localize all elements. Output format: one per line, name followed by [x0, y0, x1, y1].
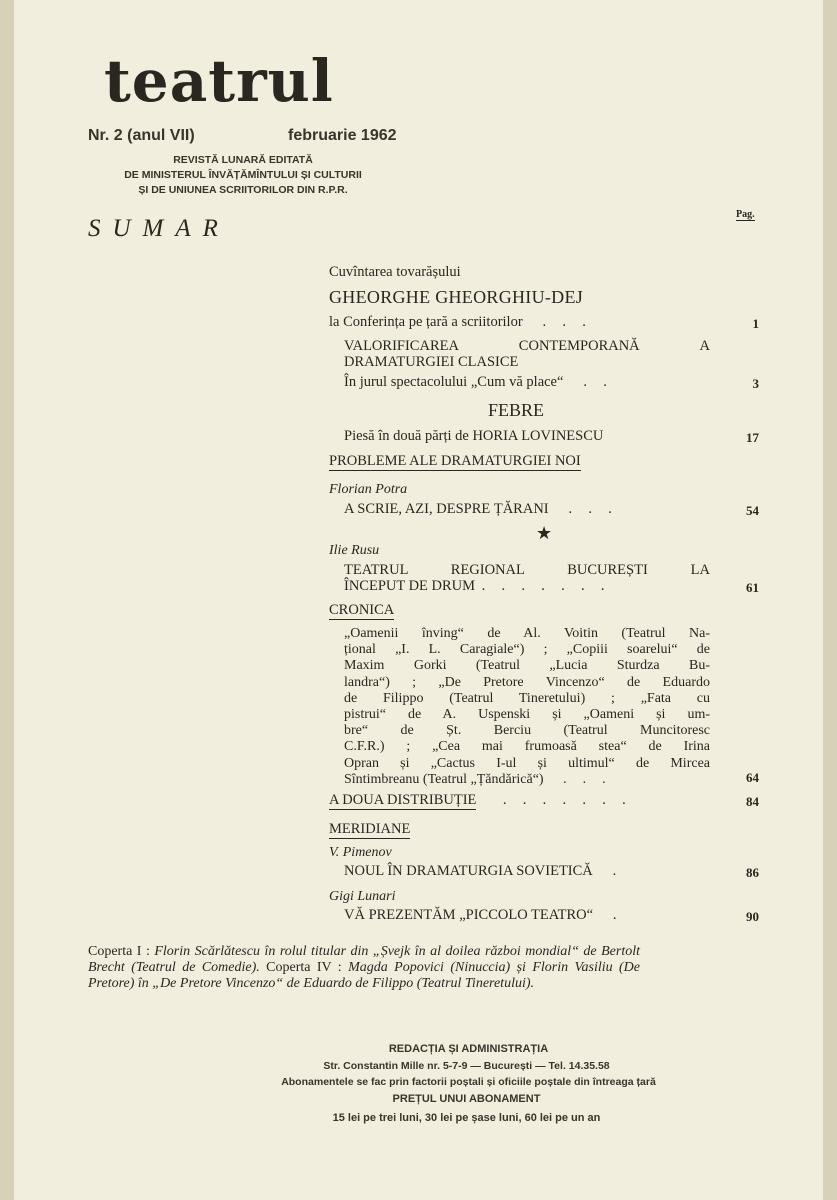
dot-leader: . . . . . . .	[475, 578, 608, 594]
section-heading-meridiane	[329, 821, 410, 838]
toc-title-valorificarea: VALORIFICAREA CONTEMPORANĂ A	[344, 338, 710, 354]
footer-pret-title: PREȚUL UNUI ABONAMENT	[392, 1093, 541, 1105]
page-number: 17	[746, 430, 759, 445]
cronica-line: bre“ de Șt. Berciu (Teatrul Muncitoresc	[344, 723, 710, 739]
section-heading-text: PROBLEME ALE DRAMATURGIEI NOI	[329, 453, 581, 469]
toc-title-febre: FEBRE	[488, 400, 545, 420]
footer-redactia: REDACȚIA ȘI ADMINISTRAȚIA	[388, 1043, 549, 1055]
page-number: 61	[746, 580, 759, 595]
toc-entry-potra[interactable]	[344, 501, 615, 518]
issue-number: Nr. 2 (anul VII)	[88, 127, 195, 144]
dot-leader: . . .	[522, 314, 589, 330]
page-column-label: Pag.	[736, 209, 755, 220]
cover-caption: Florin Scărlătescu în rolul titular din „Șvejk în al doilea război mondial“ de Bertolt Brecht (Teatrul de Comedie).	[88, 944, 640, 975]
cronica-line: Opran și „Cactus I-ul și ultimul“ de Mircea	[344, 755, 710, 771]
cronica-line: „Oamenii înving“ de Al. Voitin (Teatrul Na-	[344, 626, 710, 641]
publisher-info	[88, 153, 398, 198]
toc-entry-febre[interactable]: Piesă în două părți de HORIA LOVINESCU	[344, 428, 604, 444]
page-edge-left	[0, 0, 14, 1200]
toc-speech-intro: Cuvîntarea tovarășului	[329, 264, 461, 280]
masthead-title: teatrul	[104, 47, 334, 115]
page-number: 90	[746, 909, 759, 924]
toc-entry-title: NOUL ÎN DRAMATURGIA SOVIETICĂ	[344, 863, 593, 879]
cronica-line: Maxim Gorki (Teatrul „Lucia Sturdza Bu-	[344, 658, 710, 674]
toc-entry-speech[interactable]	[329, 314, 589, 331]
page-number: 54	[746, 503, 759, 518]
publisher-line: DE MINISTERUL ÎNVĂȚĂMÎNTULUI ȘI CULTURII	[124, 169, 362, 181]
toc-entry-distributie[interactable]	[329, 792, 629, 809]
section-heading-probleme	[329, 453, 581, 470]
cronica-line: de Filippo (Teatrul Tineretului) ; „Fata cu	[344, 690, 710, 706]
author-name: Florian Potra	[329, 482, 408, 497]
page-number: 1	[752, 316, 759, 331]
page-number: 3	[752, 376, 759, 391]
author-name: Ilie Rusu	[329, 543, 380, 558]
toc-speech-name: GHEORGHE GHEORGHIU-DEJ	[329, 287, 584, 307]
author-name: V. Pimenov	[329, 845, 392, 860]
author-name: Gigi Lunari	[329, 889, 396, 904]
toc-entry-title: A SCRIE, AZI, DESPRE ȚĂRANI	[344, 501, 549, 517]
star-separator: ★	[536, 523, 553, 543]
dot-leader: . .	[563, 374, 610, 390]
cronica-line: pistrui“ de A. Uspenski și „Oameni și um-	[344, 707, 710, 723]
page-number: 84	[746, 794, 759, 809]
cronica-line: Sîntimbreanu (Teatrul „Țăndărică“)	[344, 771, 544, 787]
page-number: 64	[746, 770, 759, 785]
contents-heading: SUMAR	[88, 215, 230, 242]
cronica-line: landra“) ; „De Pretore Vincenzo“ de Eduardo	[344, 674, 710, 690]
section-heading-cronica	[329, 602, 394, 619]
toc-title-rusu: TEATRUL REGIONAL BUCUREȘTI LA	[344, 562, 710, 578]
toc-entry-lunari[interactable]	[344, 907, 620, 924]
footer-abonamente: Abonamentele se fac prin factorii poștali și oficiile poștale din întreaga țară	[281, 1076, 656, 1088]
page-edge-right	[823, 0, 837, 1200]
cronica-line-last	[344, 772, 710, 788]
toc-entry-valorificarea[interactable]	[344, 374, 610, 391]
dot-leader: .	[592, 863, 620, 879]
page-number: 86	[746, 865, 759, 880]
toc-entry-cronica[interactable]	[344, 626, 710, 788]
issue-date: februarie 1962	[288, 127, 397, 144]
footer-pret: 15 lei pe trei luni, 30 lei pe șase luni, 60 lei pe un an	[332, 1112, 601, 1124]
section-heading-text: A DOUA DISTRIBUȚIE	[329, 792, 477, 808]
section-heading-text: CRONICA	[329, 602, 395, 618]
toc-entry-title: În jurul spectacolului „Cum vă place“	[344, 374, 564, 390]
toc-entry-title: la Conferința pe țară a scriitorilor	[329, 314, 523, 330]
toc-title-valorificarea-cont: DRAMATURGIEI CLASICE	[344, 354, 519, 370]
cover-label: Coperta I :	[88, 944, 150, 959]
publisher-line: ȘI DE UNIUNEA SCRIITORILOR DIN R.P.R.	[138, 184, 348, 196]
cover-label: Coperta IV :	[266, 960, 342, 975]
publisher-line: REVISTĂ LUNARĂ EDITATĂ	[173, 154, 313, 166]
cover-caption: Magda Popovici (Ninuccia) și Florin Vasiliu (De Pretore) în „De Pretore Vincenzo“ de Eduardo de Filippo (Teatrul Tineretului).	[88, 960, 641, 991]
toc-entry-rusu[interactable]	[344, 578, 608, 595]
cronica-line: țional „I. L. Caragiale“) ; „Copiii soarelui“ de	[344, 642, 710, 658]
dot-leader: . . .	[548, 501, 615, 517]
dot-leader: . . . . . . .	[476, 792, 629, 808]
toc-entry-title: ÎNCEPUT DE DRUM	[344, 578, 476, 594]
section-heading-text: MERIDIANE	[329, 821, 411, 837]
toc-entry-pimenov[interactable]	[344, 863, 619, 880]
dot-leader: . . .	[543, 771, 609, 787]
cronica-line: C.F.R.) ; „Cea mai frumoasă stea“ de Irina	[344, 739, 710, 755]
dot-leader: .	[593, 907, 620, 923]
footer-address: Str. Constantin Mille nr. 5-7-9 — București — Tel. 14.35.58	[323, 1060, 610, 1072]
toc-entry-title: VĂ PREZENTĂM „PICCOLO TEATRO“	[344, 907, 594, 923]
cover-credits	[88, 944, 640, 992]
